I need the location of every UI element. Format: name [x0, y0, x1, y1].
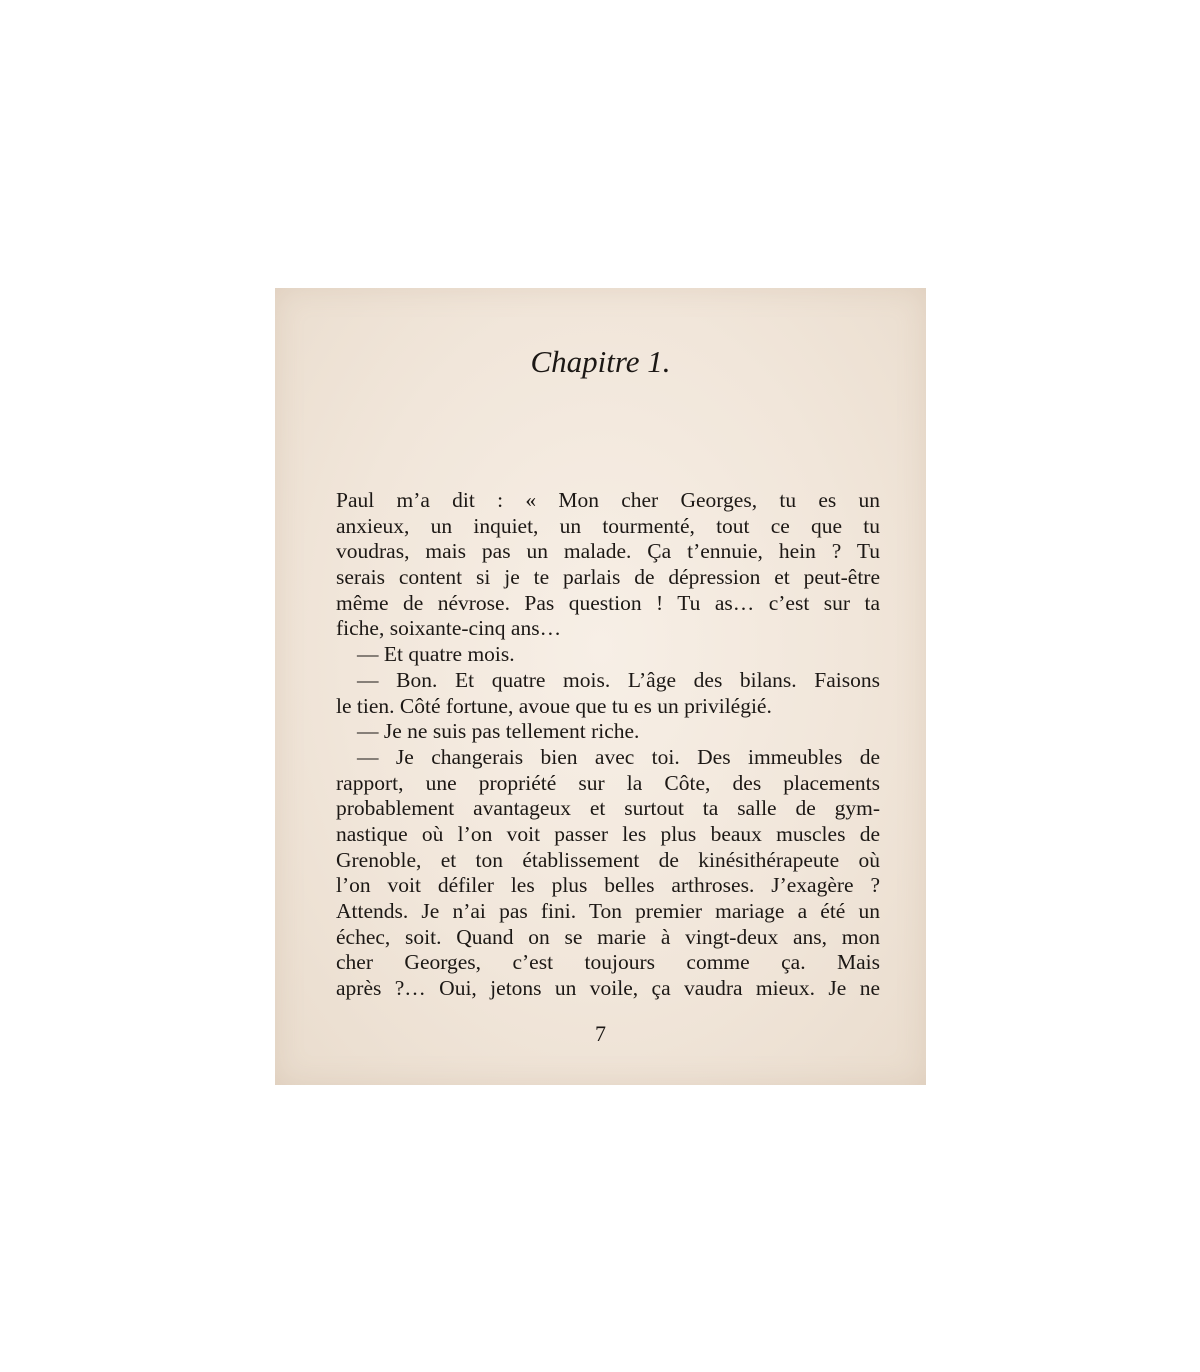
- text-line: le tien. Côté fortune, avoue que tu es un privilégié.: [336, 693, 772, 718]
- text-line: — Et quatre mois.: [357, 642, 515, 667]
- text-line: — Je ne suis pas tellement riche.: [357, 719, 640, 744]
- text-line: l’on voit défiler les plus belles arthroses. J’exagère ?: [336, 873, 880, 898]
- text-line: échec, soit. Quand on se marie à vingt-deux ans, mon: [336, 924, 880, 949]
- text-line: Attends. Je n’ai pas fini. Ton premier mariage a été un: [336, 899, 880, 923]
- chapter-title: Chapitre 1.: [530, 344, 671, 379]
- text-line: probablement avantageux et surtout ta salle de gym-: [336, 796, 880, 821]
- text-line: — Je changerais bien avec toi. Des immeubles de: [357, 744, 880, 769]
- body-text: [336, 488, 880, 1002]
- text-line: rapport, une propriété sur la Côte, des placements: [336, 770, 880, 795]
- text-line: fiche, soixante-cinq ans…: [336, 616, 562, 641]
- text-line: même de névrose. Pas question ! Tu as… c’est sur ta: [336, 590, 880, 615]
- book-page: [275, 288, 926, 1085]
- text-line: nastique où l’on voit passer les plus beaux muscles de: [336, 821, 880, 846]
- text-line: cher Georges, c’est toujours comme ça. Mais: [336, 950, 880, 975]
- text-line: après ?… Oui, jetons un voile, ça vaudra mieux. Je ne: [336, 976, 880, 1001]
- text-line: voudras, mais pas un malade. Ça t’ennuie, hein ? Tu: [336, 539, 880, 564]
- text-line: anxieux, un inquiet, un tourmenté, tout ce que tu: [336, 513, 880, 538]
- text-line: serais content si je te parlais de dépression et peut-être: [336, 565, 880, 590]
- text-line: Grenoble, et ton établissement de kinésithérapeute où: [336, 847, 880, 872]
- text-line: Paul m’a dit : « Mon cher Georges, tu es un: [336, 488, 880, 512]
- text-line: — Bon. Et quatre mois. L’âge des bilans. Faisons: [357, 667, 880, 692]
- page-number: 7: [595, 1021, 606, 1046]
